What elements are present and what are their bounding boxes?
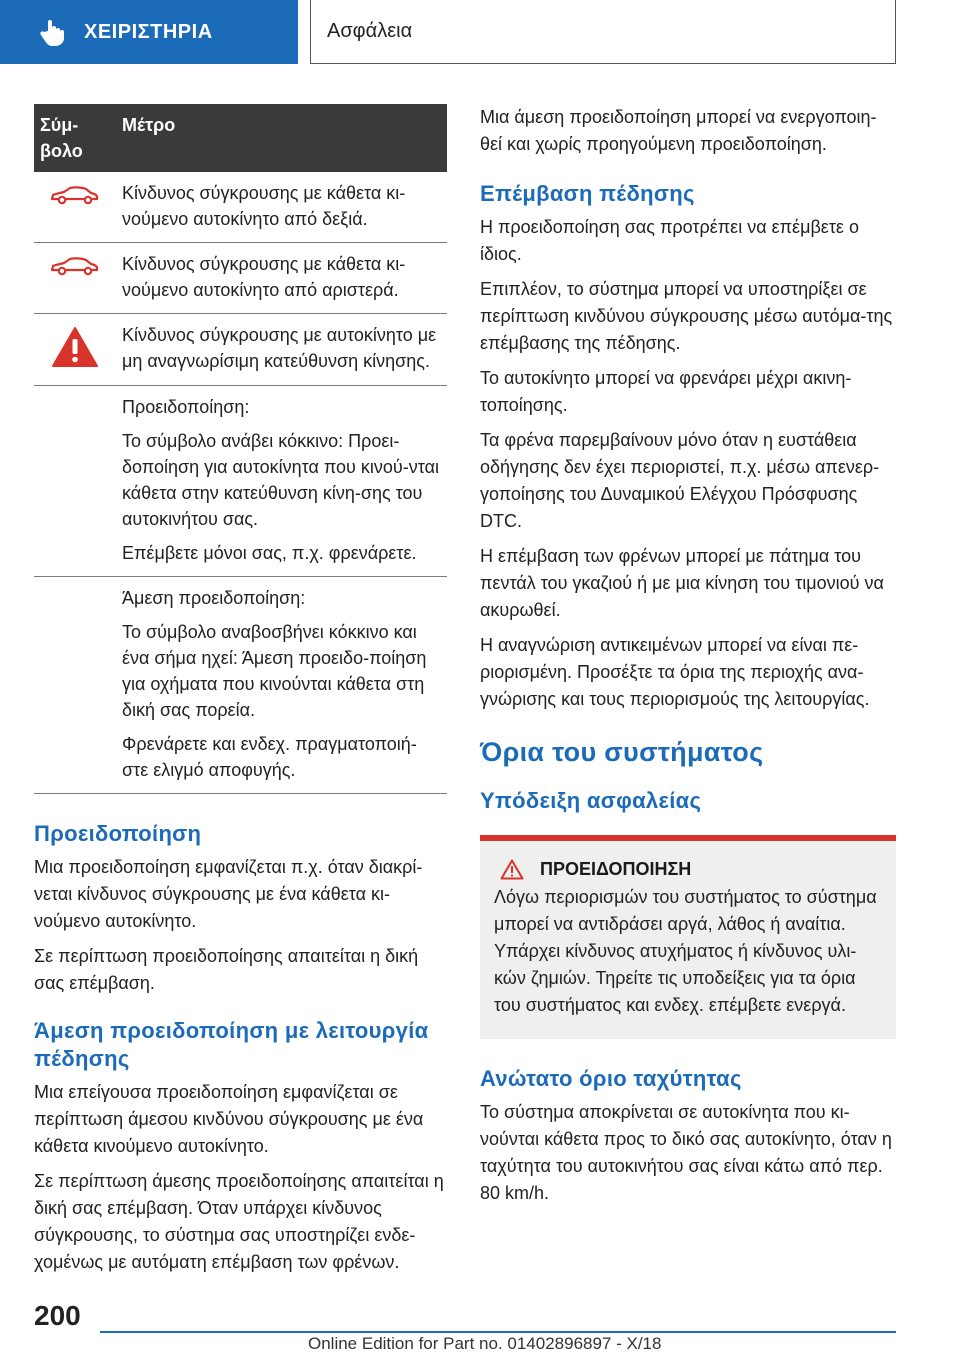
row-text: Επέμβετε μόνοι σας, π.χ. φρενάρετε. (122, 543, 417, 563)
subsection-tab[interactable] (310, 0, 896, 64)
row-text: Κίνδυνος σύγκρουσης με κάθετα κι-νούμενο αυτοκίνητο από δεξιά. (122, 183, 406, 229)
heading-safety-note: Υπόδειξη ασφαλείας (480, 788, 702, 813)
footer-edition: Online Edition for Part no. 01402896897 - X/18 (308, 1334, 662, 1353)
table-row (34, 386, 447, 577)
warning-title: ΠΡΟΕΙΔΟΠΟΙΗΣΗ (540, 859, 692, 879)
car-icon (49, 184, 101, 206)
paragraph: Η προειδοποίηση σας προτρέπει να επέμβετε ο ίδιος. (480, 217, 859, 264)
row-text: Το σύμβολο ανάβει κόκκινο: Προει-δοποίηση για αυτοκίνητα που κινού-νται κάθετα στην κατεύθυνση κίνη-σης του αυτοκινήτου σας. (122, 431, 440, 529)
row-text: Το σύμβολο αναβοσβήνει κόκκινο και ένα σήμα ηχεί: Άμεση προειδο-ποίηση για οχήματα που κινούνται κάθετα στη δική σας πορεία. (122, 622, 427, 720)
row-text: Προειδοποίηση: (122, 397, 250, 417)
section-tab-label: ΧΕΙΡΙΣΤΗΡΙΑ (84, 20, 213, 43)
table-row (34, 577, 447, 794)
footer-divider (100, 1331, 896, 1333)
heading-speed-limit: Ανώτατο όριο ταχύτητας (480, 1066, 742, 1091)
paragraph: Σε περίπτωση άμεσης προειδοποίησης απαιτείται η δική σας επέμβαση. Όταν υπάρχει κίνδυνος σύγκρουσης, το σύστημα σας υποστηρίζει ενδε-χομένως με αυτόματη επέμβαση των φρένων. (34, 1171, 444, 1272)
subsection-label: Ασφάλεια (327, 20, 413, 42)
symbol-table (34, 104, 447, 794)
paragraph: Μια άμεση προειδοποίηση μπορεί να ενεργοποιη-θεί και χωρίς προηγούμενη προειδοποίηση. (480, 107, 877, 154)
section-tab[interactable] (0, 0, 298, 64)
heading-brake-intervention: Επέμβαση πέδησης (480, 181, 695, 206)
paragraph: Η επέμβαση των φρένων μπορεί με πάτημα του πεντάλ του γκαζιού ή με μια κίνηση του τιμονιού να ακυρωθεί. (480, 546, 884, 620)
hand-pointer-icon (38, 17, 68, 47)
heading-system-limits: Όρια του συστήματος (480, 737, 764, 767)
warning-text: Λόγω περιορισμών του συστήματος το σύστημα μπορεί να αντιδράσει αργά, λάθος ή αναίτια. Υπάρχει κίνδυνος ατυχήματος ή κίνδυνος υλι-κών ζημιών. Τηρείτε τις υποδείξεις για τα όρια του συστήματος και ενδεχ. επέμβετε ενεργά. (494, 887, 877, 1015)
header-symbol: Σύμ- βολο (34, 104, 116, 172)
table-header-row (34, 104, 447, 172)
warning-box (480, 835, 896, 1039)
page-number: 200 (34, 1300, 81, 1331)
paragraph: Τα φρένα παρεμβαίνουν μόνο όταν η ευστάθεια οδήγησης δεν έχει περιοριστεί, π.χ. μέσω απενερ-γοποίησης του Δυναμικού Ελέγχου Πρόσφυσης DTC. (480, 430, 880, 531)
row-text: Κίνδυνος σύγκρουσης με κάθετα κι-νούμενο αυτοκίνητο από αριστερά. (122, 254, 406, 300)
paragraph: Η αναγνώριση αντικειμένων μπορεί να είναι πε-ριορισμένη. Προσέξτε τα όρια της περιοχής ανα-γνώρισης και τους περιορισμούς της λειτουργίας. (480, 635, 870, 709)
car-icon (49, 255, 101, 277)
table-row (34, 172, 447, 243)
table-row (34, 314, 447, 386)
header-measure: Μέτρο (116, 104, 447, 172)
paragraph: Μια επείγουσα προειδοποίηση εμφανίζεται σε περίπτωση άμεσου κινδύνου σύγκρουσης με ένα κάθετα κινούμενο αυτοκίνητο. (34, 1082, 424, 1156)
paragraph: Σε περίπτωση προειδοποίησης απαιτείται η δική σας επέμβαση. (34, 946, 419, 993)
left-column (34, 104, 447, 1284)
heading-immediate-warning: Άμεση προειδοποίηση με λειτουργία πέδησης (34, 1018, 429, 1071)
warning-triangle-icon (51, 326, 99, 368)
row-text: Άμεση προειδοποίηση: (122, 588, 306, 608)
heading-warning: Προειδοποίηση (34, 821, 202, 846)
table-row (34, 243, 447, 314)
row-text: Φρενάρετε και ενδεχ. πραγματοποιή-στε ελιγμό αποφυγής. (122, 734, 417, 780)
paragraph: Το αυτοκίνητο μπορεί να φρενάρει μέχρι ακινη-τοποίησης. (480, 368, 852, 415)
right-column (480, 104, 896, 1215)
warning-triangle-icon (500, 859, 524, 880)
row-text: Κίνδυνος σύγκρουσης με αυτοκίνητο με μη αναγνωρίσιμη κατεύθυνση κίνησης. (122, 325, 437, 371)
paragraph: Επιπλέον, το σύστημα μπορεί να υποστηρίξει σε περίπτωση κινδύνου σύγκρουσης μέσω αυτόμα-της επέμβασης της πέδησης. (480, 279, 893, 353)
paragraph: Μια προειδοποίηση εμφανίζεται π.χ. όταν διακρί-νεται κίνδυνος σύγκρουσης με ένα κάθετα κι-νούμενο αυτοκίνητο. (34, 857, 423, 931)
paragraph: Το σύστημα αποκρίνεται σε αυτοκίνητα που κι-νούνται κάθετα προς το δικό σας αυτοκίνητο, όταν η ταχύτητα του αυτοκινήτου σας είναι κάτω από περ. 80 km/h. (480, 1102, 892, 1203)
